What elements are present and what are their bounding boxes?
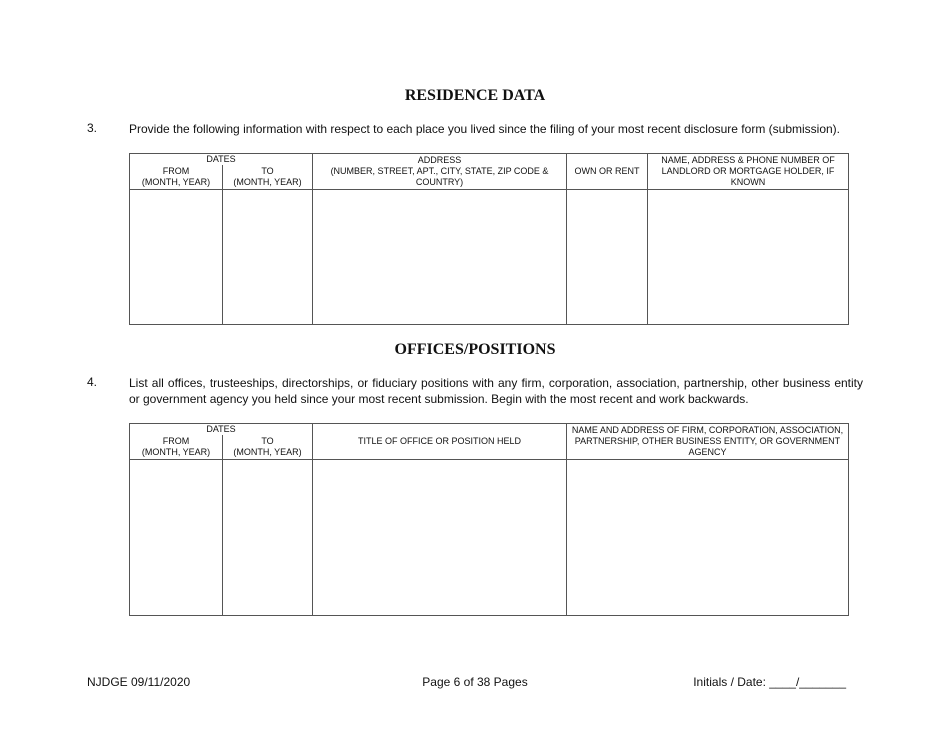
residence-own-rent-cell[interactable]	[567, 189, 648, 324]
offices-entry-row	[130, 459, 849, 615]
residence-own-rent-header: OWN OR RENT	[567, 154, 648, 190]
offices-table	[129, 423, 849, 616]
residence-instructions: Provide the following information with respect to each place you lived since the filing of your most recent disclosure form (submission).	[129, 122, 840, 136]
offices-from-header	[130, 435, 223, 459]
offices-firm-header	[567, 424, 849, 460]
offices-to-label: TO	[261, 435, 274, 446]
residence-landlord-cell[interactable]	[648, 189, 849, 324]
offices-to-cell[interactable]	[223, 459, 313, 615]
residence-address-header	[313, 154, 567, 190]
residence-to-sublabel: (MONTH, YEAR)	[233, 176, 302, 187]
residence-to-header	[223, 165, 313, 189]
offices-from-label: FROM	[162, 435, 190, 446]
offices-section-title: OFFICES/POSITIONS	[394, 341, 556, 358]
residence-from-header	[130, 165, 223, 189]
residence-item-number: 3.	[87, 121, 98, 135]
offices-item-number: 4.	[87, 375, 98, 389]
offices-title-cell[interactable]	[313, 459, 567, 615]
residence-address-label: ADDRESS	[417, 154, 462, 165]
residence-entry-row	[130, 189, 849, 324]
residence-to-cell[interactable]	[223, 189, 313, 324]
offices-from-sublabel: (MONTH, YEAR)	[141, 446, 211, 457]
residence-table	[129, 153, 849, 325]
footer-initials-date[interactable]: Initials / Date: ____/_______	[693, 675, 846, 689]
residence-to-label: TO	[261, 165, 274, 176]
residence-from-label: FROM	[162, 165, 190, 176]
offices-from-cell[interactable]	[130, 459, 223, 615]
residence-landlord-sublabel: LANDLORD OR MORTGAGE HOLDER, IF KNOWN	[661, 165, 835, 187]
offices-to-header	[223, 435, 313, 459]
offices-to-sublabel: (MONTH, YEAR)	[233, 446, 302, 457]
footer-page-number: Page 6 of 38 Pages	[422, 675, 528, 689]
residence-landlord-label: NAME, ADDRESS & PHONE NUMBER OF	[661, 154, 835, 165]
residence-address-cell[interactable]	[313, 189, 567, 324]
offices-firm-label: NAME AND ADDRESS OF FIRM, CORPORATION, ASSOCIATION,	[571, 424, 844, 435]
residence-from-cell[interactable]	[130, 189, 223, 324]
footer-form-id: NJDGE 09/11/2020	[87, 675, 191, 689]
offices-firm-sublabel: PARTNERSHIP, OTHER BUSINESS ENTITY, OR GOVERNMENT AGENCY	[574, 435, 841, 457]
residence-address-sublabel: (NUMBER, STREET, APT., CITY, STATE, ZIP CODE & COUNTRY)	[330, 165, 549, 187]
offices-title-header: TITLE OF OFFICE OR POSITION HELD	[313, 424, 567, 460]
offices-firm-cell[interactable]	[567, 459, 849, 615]
offices-dates-header: DATES	[130, 424, 313, 436]
residence-dates-header: DATES	[130, 154, 313, 166]
residence-section-title: RESIDENCE DATA	[404, 87, 546, 104]
residence-landlord-header	[648, 154, 849, 190]
offices-instructions: List all offices, trusteeships, directorships, or fiduciary positions with any firm, corporation, association, partnership, other business entity or government agency you held since your most recent submission. Begin with the most recent and work backwards.	[129, 376, 863, 406]
residence-from-sublabel: (MONTH, YEAR)	[141, 176, 211, 187]
